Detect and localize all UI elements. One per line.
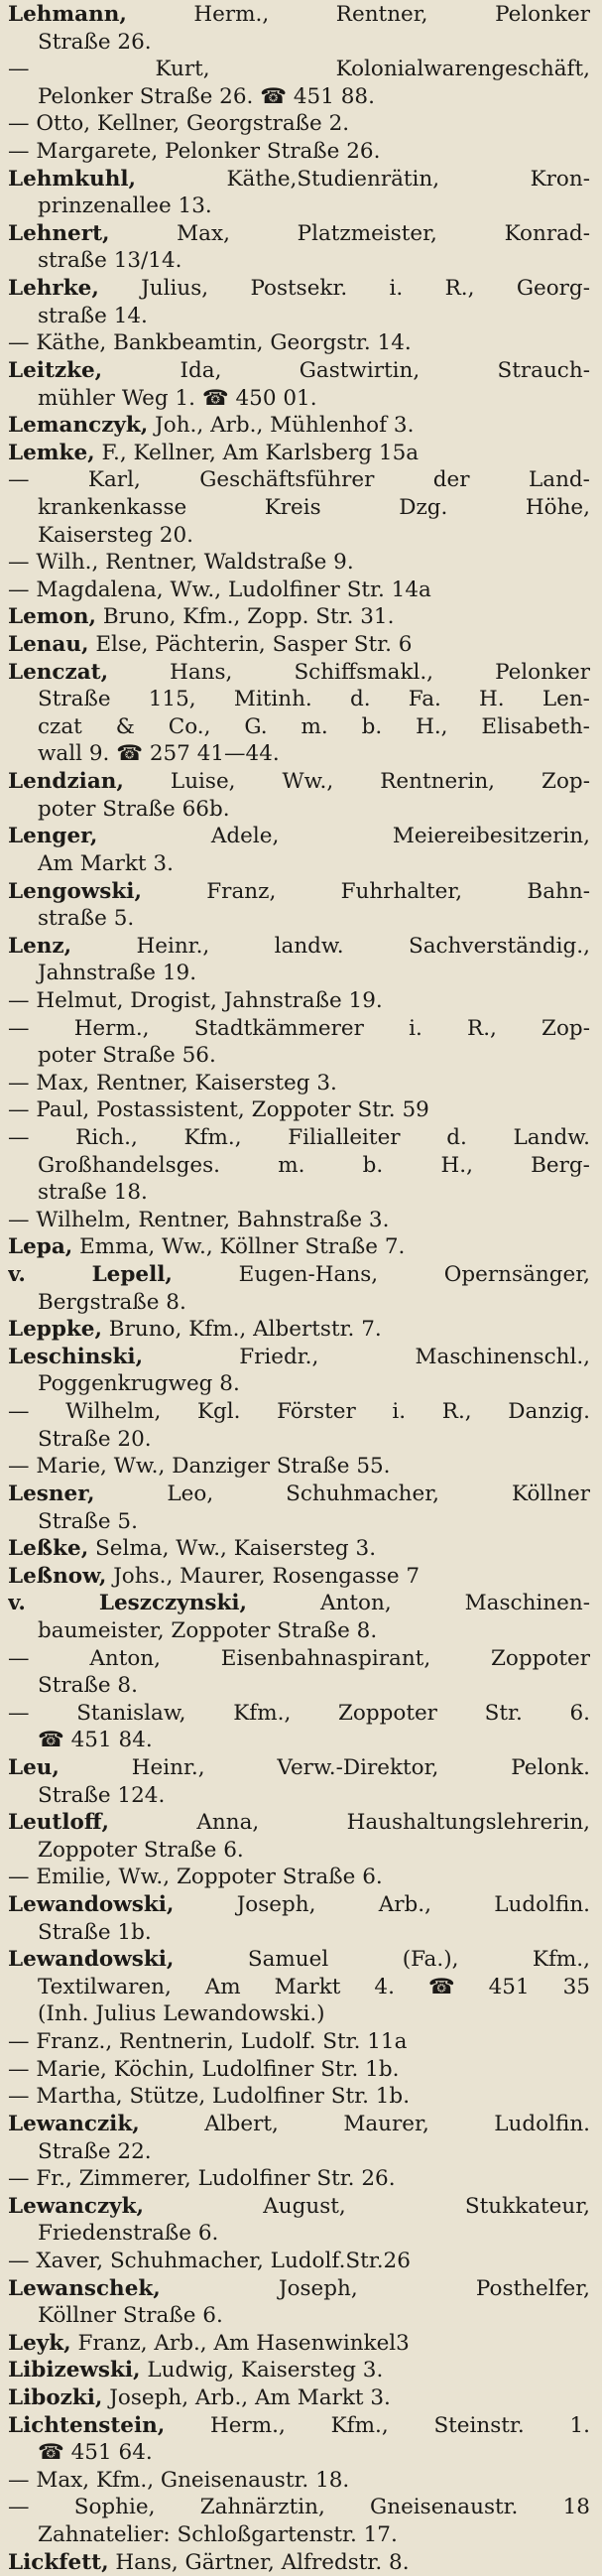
directory-line: Lemke, F., Kellner, Am Karlsberg 15a [8,440,420,465]
directory-line: Lewandowski, Joseph, Arb., Ludolfin. [8,1892,590,1918]
directory-line: Straße 22. [38,2138,152,2164]
directory-line: Lenz, Heinr., landw. Sachverständig., [8,933,590,959]
directory-line: Straße 124. [38,1782,166,1808]
directory-line: Lepa, Emma, Ww., Köllner Straße 7. [8,1234,406,1260]
directory-line: poter Straße 56. [38,1043,216,1069]
directory-line: Leitzke, Ida, Gastwirtin, Strauch- [8,357,590,383]
directory-line: ☎ 451 64. [38,2440,153,2466]
directory-line: — Helmut, Drogist, Jahnstraße 19. [8,987,383,1013]
directory-line: v. Lepell, Eugen-Hans, Opernsänger, [8,1262,590,1288]
directory-line: Lichtenstein, Herm., Kfm., Steinstr. 1. [8,2412,590,2438]
directory-line: — Käthe, Bankbeamtin, Georgstr. 14. [8,330,412,356]
directory-line: Libizewski, Ludwig, Kaisersteg 3. [8,2358,384,2383]
directory-line: Zoppoter Straße 6. [38,1837,244,1863]
directory-line: Lehmann, Herm., Rentner, Pelonker [8,2,590,27]
directory-line: — Stanislaw, Kfm., Zoppoter Str. 6. [8,1700,590,1726]
directory-line: — Karl, Geschäftsführer der Land- [8,467,590,493]
directory-line: baumeister, Zoppoter Straße 8. [38,1617,378,1643]
directory-line: wall 9. ☎ 257 41—44. [38,741,280,767]
directory-line: — Franz., Rentnerin, Ludolf. Str. 11a [8,2029,408,2055]
directory-line: prinzenallee 13. [38,193,212,219]
directory-line: Lemon, Bruno, Kfm., Zopp. Str. 31. [8,604,395,630]
directory-line: Leßke, Selma, Ww., Kaisersteg 3. [8,1536,377,1562]
directory-line: — Martha, Stütze, Ludolfiner Str. 1b. [8,2084,411,2110]
directory-line: Leu, Heinr., Verw.-Direktor, Pelonk. [8,1755,590,1780]
directory-line: Leschinski, Friedr., Maschinenschl., [8,1344,590,1369]
directory-line: — Marie, Köchin, Ludolfiner Str. 1b. [8,2056,400,2082]
directory-line: ☎ 451 84. [38,1728,153,1753]
directory-line: Textilwaren, Am Markt 4. ☎ 451 35 [38,1974,590,1999]
directory-line: Lenger, Adele, Meiereibesitzerin, [8,824,590,849]
directory-line: Lenczat, Hans, Schiffsmakl., Pelonker [8,659,590,685]
directory-line: — Otto, Kellner, Georgstraße 2. [8,111,350,137]
directory-line: — Kurt, Kolonialwarengeschäft, [8,57,590,82]
directory-line: Lenau, Else, Pächterin, Sasper Str. 6 [8,632,413,658]
directory-line: Großhandelsges. m. b. H., Berg- [38,1152,590,1178]
directory-line: Libozki, Joseph, Arb., Am Markt 3. [8,2385,391,2411]
directory-line: Leßnow, Johs., Maurer, Rosengasse 7 [8,1563,421,1589]
directory-line: — Wilh., Rentner, Waldstraße 9. [8,550,354,576]
directory-line: (Inh. Julius Lewandowski.) [38,2001,325,2027]
directory-line: Straße 1b. [38,1919,152,1945]
directory-line: — Max, Kfm., Gneisenaustr. 18. [8,2467,350,2493]
directory-line: — Fr., Zimmerer, Ludolfiner Str. 26. [8,2166,396,2192]
directory-line: — Xaver, Schuhmacher, Ludolf.Str.26 [8,2248,411,2273]
directory-line: Poggenkrugweg 8. [38,1371,240,1397]
directory-line: Leyk, Franz, Arb., Am Hasenwinkel3 [8,2330,410,2356]
directory-line: Lesner, Leo, Schuhmacher, Köllner [8,1481,590,1506]
directory-line: Lewandowski, Samuel (Fa.), Kfm., [8,1947,590,1973]
directory-line: — Max, Rentner, Kaisersteg 3. [8,1070,337,1095]
directory-line: krankenkasse Kreis Dzg. Höhe, [38,494,590,520]
directory-line: Lengowski, Franz, Fuhrhalter, Bahn- [8,878,590,904]
directory-line: — Sophie, Zahnärztin, Gneisenaustr. 18 [8,2495,590,2520]
directory-line: Lehrke, Julius, Postsekr. i. R., Georg- [8,276,590,302]
directory-line: Straße 8. [38,1673,138,1699]
directory-line: Lehmkuhl, Käthe,Studienrätin, Kron- [8,166,590,192]
directory-line: Straße 115, Mitinh. d. Fa. H. Len- [38,687,590,712]
directory-line: Pelonker Straße 26. ☎ 451 88. [38,83,375,109]
directory-line: Am Markt 3. [38,850,174,876]
directory-line: Jahnstraße 19. [38,961,197,986]
directory-line: Friedenstraße 6. [38,2221,219,2247]
directory-line: Lemanczyk, Joh., Arb., Mühlenhof 3. [8,413,415,439]
directory-line: straße 14. [38,303,148,328]
directory-line: Lewanczik, Albert, Maurer, Ludolfin. [8,2111,590,2136]
directory-line: Köllner Straße 6. [38,2303,223,2329]
directory-line: — Rich., Kfm., Filialleiter d. Landw. [8,1124,590,1150]
directory-line: czat & Co., G. m. b. H., Elisabeth- [38,713,590,739]
directory-line: Lewanschek, Joseph, Posthelfer, [8,2275,590,2301]
directory-line: — Emilie, Ww., Zoppoter Straße 6. [8,1865,383,1890]
directory-line: Lendzian, Luise, Ww., Rentnerin, Zop- [8,769,590,795]
directory-line: — Anton, Eisenbahnaspirant, Zoppoter [8,1645,590,1671]
directory-line: Straße 26. [38,29,152,55]
directory-line: v. Leszczynski, Anton, Maschinen- [8,1591,590,1616]
directory-line: Leutloff, Anna, Haushaltungslehrerin, [8,1810,590,1836]
directory-line: Lehnert, Max, Platzmeister, Konrad- [8,220,590,246]
directory-line: Kaisersteg 20. [38,522,193,548]
directory-line: Lewanczyk, August, Stukkateur, [8,2193,590,2219]
directory-line: straße 18. [38,1180,148,1206]
directory-line: Straße 20. [38,1426,152,1452]
directory-line: — Herm., Stadtkämmerer i. R., Zop- [8,1015,590,1041]
directory-line: Bergstraße 8. [38,1289,186,1315]
directory-line: — Wilhelm, Kgl. Förster i. R., Danzig. [8,1399,590,1425]
directory-line: straße 5. [38,906,135,932]
directory-line: mühler Weg 1. ☎ 450 01. [38,385,317,411]
directory-line: Leppke, Bruno, Kfm., Albertstr. 7. [8,1317,382,1343]
directory-line: poter Straße 66b. [38,796,230,822]
directory-line: straße 13/14. [38,248,182,274]
directory-line: — Wilhelm, Rentner, Bahnstraße 3. [8,1207,390,1232]
directory-line: — Magdalena, Ww., Ludolfiner Str. 14a [8,577,431,602]
directory-line: — Marie, Ww., Danziger Straße 55. [8,1454,391,1480]
directory-line: — Paul, Postassistent, Zoppoter Str. 59 [8,1097,429,1123]
directory-line: Lickfett, Hans, Gärtner, Alfredstr. 8. [8,2549,410,2575]
directory-line: — Margarete, Pelonker Straße 26. [8,139,381,165]
directory-line: Zahnatelier: Schloßgartenstr. 17. [38,2522,398,2548]
directory-line: Straße 5. [38,1508,138,1534]
